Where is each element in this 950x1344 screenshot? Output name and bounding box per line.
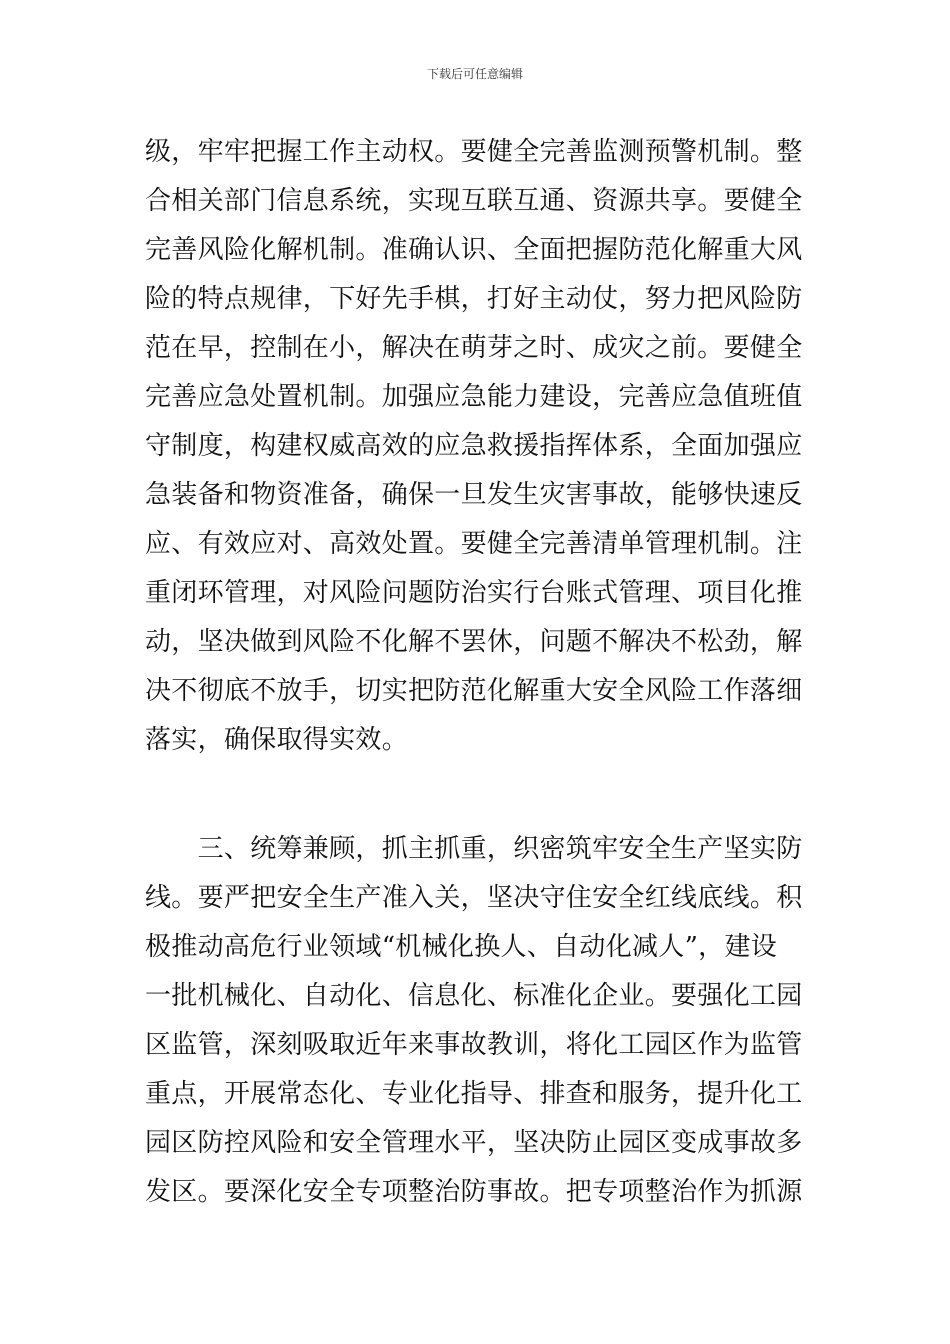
text-line: 三、统筹兼顾，抓主抓重，织密筑牢安全生产坚实防 — [145, 834, 803, 864]
text-line: 险的特点规律，下好先手棋，打好主动仗，努力把风险防 — [145, 284, 803, 314]
text-line: 重闭环管理，对风险问题防治实行台账式管理、项目化推 — [145, 578, 803, 608]
paragraph-1 — [145, 128, 815, 765]
paragraph-2 — [145, 825, 815, 1217]
page-header: 下载后可任意编辑 — [426, 67, 523, 81]
text-line: 合相关部门信息系统，实现互联互通、资源共享。要健全 — [145, 186, 803, 216]
text-line: 发区。要深化安全专项整治防事故。把专项整治作为抓源 — [145, 1177, 803, 1207]
text-line: 决不彻底不放手，切实把防范化解重大安全风险工作落细 — [145, 676, 803, 706]
text-line: 园区防控风险和安全管理水平，坚决防止园区变成事故多 — [145, 1128, 803, 1158]
text-line: 重点，开展常态化、专业化指导、排查和服务，提升化工 — [145, 1079, 803, 1109]
text-line: 范在早，控制在小，解决在萌芽之时、成灾之前。要健全 — [145, 333, 803, 363]
text-line: 区监管，深刻吸取近年来事故教训，将化工园区作为监管 — [145, 1030, 803, 1060]
text-line: 完善风险化解机制。准确认识、全面把握防范化解重大风 — [145, 235, 803, 265]
text-line: 应、有效应对、高效处置。要健全完善清单管理机制。注 — [145, 529, 803, 559]
text-line: 急装备和物资准备，确保一旦发生灾害事故，能够快速反 — [145, 480, 803, 510]
text-line: 极推动高危行业领域“机械化换人、自动化减人”，建设 — [145, 932, 778, 962]
text-line: 线。要严把安全生产准入关，坚决守住安全红线底线。积 — [145, 883, 803, 913]
text-line: 完善应急处置机制。加强应急能力建设，完善应急值班值 — [145, 382, 803, 412]
text-line: 级，牢牢把握工作主动权。要健全完善监测预警机制。整 — [145, 137, 803, 167]
text-line: 一批机械化、自动化、信息化、标准化企业。要强化工园 — [145, 981, 803, 1011]
text-line: 守制度，构建权威高效的应急救援指挥体系，全面加强应 — [145, 431, 803, 461]
text-line: 动，坚决做到风险不化解不罢休，问题不解决不松劲，解 — [145, 627, 803, 657]
text-line: 落实，确保取得实效。 — [145, 725, 409, 755]
